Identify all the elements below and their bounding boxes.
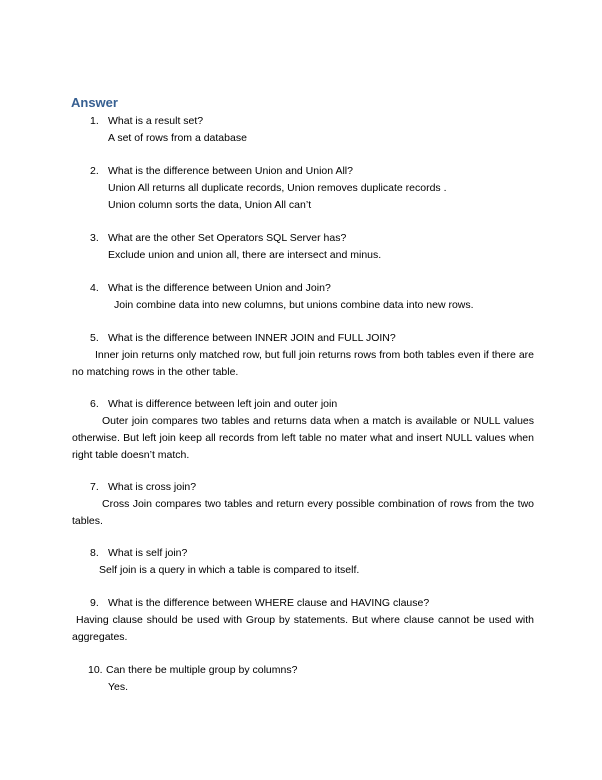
answer-9: Having clause should be used with Group by statements. But where clause cannot be used with aggregates. — [72, 614, 534, 643]
answer-4: Join combine data into new columns, but unions combine data into new rows. — [114, 299, 474, 311]
question-number: 10. — [88, 664, 103, 676]
question-4 — [72, 280, 534, 297]
question-number: 9. — [90, 597, 99, 609]
question-text: What is self join? — [108, 547, 188, 559]
question-text: What is the difference between WHERE clause and HAVING clause? — [108, 597, 430, 609]
question-2 — [72, 163, 534, 180]
answer-3: Exclude union and union all, there are intersect and minus. — [108, 249, 382, 261]
qa-item-5 — [72, 330, 534, 381]
qa-item-9 — [72, 595, 534, 646]
question-3 — [72, 230, 534, 247]
answer-1: A set of rows from a database — [108, 132, 247, 144]
qa-item-6 — [72, 396, 534, 464]
qa-item-4 — [72, 280, 534, 314]
question-number: 8. — [90, 547, 99, 559]
answer-2-line-2: Union column sorts the data, Union All can’t — [108, 199, 312, 211]
question-number: 4. — [90, 282, 99, 294]
qa-item-8 — [72, 545, 534, 579]
qa-item-1 — [72, 113, 534, 147]
answer-8: Self join is a query in which a table is compared to itself. — [99, 564, 360, 576]
question-text: What is the difference between Union and Union All? — [108, 165, 353, 177]
question-text: Can there be multiple group by columns? — [106, 664, 298, 676]
question-number: 1. — [90, 115, 99, 127]
qa-item-3 — [72, 230, 534, 264]
question-9 — [72, 595, 534, 612]
question-number: 7. — [90, 481, 99, 493]
question-5 — [72, 330, 534, 347]
question-7 — [72, 479, 534, 496]
question-number: 5. — [90, 332, 99, 344]
question-number: 2. — [90, 165, 99, 177]
answer-5: Inner join returns only matched row, but full join returns rows from both tables even if there are no matching rows in the other table. — [72, 349, 534, 378]
question-number: 6. — [90, 398, 99, 410]
answer-6: Outer join compares two tables and returns data when a match is available or NULL values otherwise. But left join keep all records from left table no mater what and insert NULL values when right table doesn’t match. — [72, 415, 534, 461]
answer-7: Cross Join compares two tables and return every possible combination of rows from the two tables. — [72, 498, 534, 527]
answer-heading: Answer — [71, 95, 118, 110]
qa-item-7 — [72, 479, 534, 530]
question-text: What is a result set? — [108, 115, 204, 127]
question-text: What is the difference between INNER JOIN and FULL JOIN? — [108, 332, 396, 344]
question-number: 3. — [90, 232, 99, 244]
question-text: What is cross join? — [108, 481, 197, 493]
answer-2-line-1: Union All returns all duplicate records, Union removes duplicate records . — [108, 182, 447, 194]
question-1 — [72, 113, 534, 130]
question-8 — [72, 545, 534, 562]
question-10 — [72, 662, 534, 679]
question-text: What are the other Set Operators SQL Server has? — [108, 232, 347, 244]
question-text: What is the difference between Union and Join? — [108, 282, 331, 294]
answer-10: Yes. — [108, 681, 129, 693]
qa-item-10 — [72, 662, 534, 696]
question-6 — [72, 396, 534, 413]
qa-item-2 — [72, 163, 534, 214]
question-text: What is difference between left join and outer join — [108, 398, 338, 410]
